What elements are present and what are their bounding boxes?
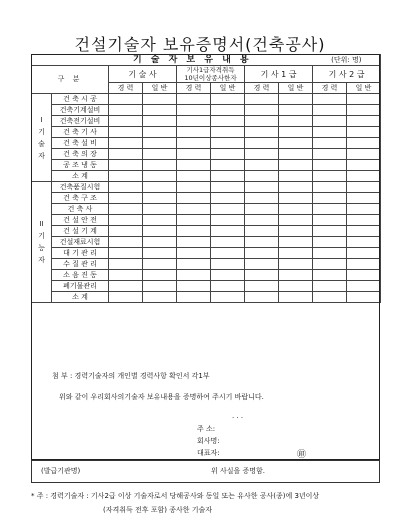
statement-text: 위와 같이 우리회사의기술자 보유내용을 증명하여 주시기 바랍니다.	[59, 393, 264, 401]
col-header-gisa1-10yr: 기사1급자격취득 10년이상종사한자	[177, 66, 245, 83]
row-label: 건 축 시 공	[52, 94, 109, 105]
issuer-box-right	[379, 460, 380, 482]
row-label: 소 음 진 동	[52, 270, 109, 281]
row-label: 대 기 관 리	[52, 248, 109, 259]
subcol-general: 일 반	[143, 83, 177, 94]
col-header-gisa1: 기 사 1 급	[245, 66, 313, 83]
technician-group-label: I 기 술 자	[32, 94, 52, 182]
subcol-career: 경 력	[245, 83, 279, 94]
row-label: 건축기계설비	[52, 105, 109, 116]
company-label: 회사명:	[197, 437, 220, 445]
footnote-line1: * 주 : 경력기술자 : 기사2급 이상 기술자로서 당해공사와 동일 또는 유사한 공사(종)에 3년이상	[31, 492, 320, 500]
document-title: 건설기술자 보유증명서(건축공사)	[74, 35, 326, 54]
row-label: 수 질 관 리	[52, 259, 109, 270]
issuer-box-bottom	[31, 482, 380, 483]
row-label: 건 축 구 조	[52, 193, 109, 204]
subcol-general: 일 반	[347, 83, 381, 94]
seal-mark: ㊞	[297, 450, 307, 460]
col-header-gisa2: 기 사 2 급	[313, 66, 381, 83]
row-label: 건 축 설 비	[52, 138, 109, 149]
row-label: 소 계	[52, 292, 109, 303]
row-label: 건축전기설비	[52, 116, 109, 127]
subcol-career: 경 력	[177, 83, 211, 94]
subcol-general: 일 반	[211, 83, 245, 94]
row-label: 건축품질시험	[52, 182, 109, 193]
subcol-general: 일 반	[279, 83, 313, 94]
row-label: 폐기물관리	[52, 281, 109, 292]
issuer-box-left	[31, 460, 32, 482]
row-label: 건 설 안 전	[52, 215, 109, 226]
divider-line	[31, 460, 380, 461]
row-label: 건 축 기 사	[52, 127, 109, 138]
issuer-label: (발급기관명)	[41, 467, 81, 475]
address-label: 주 소:	[197, 425, 216, 433]
subcol-career: 경 력	[109, 83, 143, 94]
gubun-header: 구 분	[32, 66, 109, 94]
table-heading: 기 술 자 보 유 내 용	[32, 55, 313, 66]
row-label: 건설재료시험	[52, 237, 109, 248]
subcol-career: 경 력	[313, 83, 347, 94]
col-header-gisulsa: 기 술 사	[109, 66, 177, 83]
footnote-line2: (자격취득 전후 포함) 종사한 기술자	[103, 506, 213, 514]
date-marks: . . .	[232, 412, 244, 420]
representative-label: 대표자:	[197, 449, 220, 457]
row-label: 건 축 사	[52, 204, 109, 215]
row-label: 건 설 기 계	[52, 226, 109, 237]
row-label: 공 조 냉 동	[52, 160, 109, 171]
unit-label: (단위: 명)	[313, 55, 381, 66]
attachment-note: 첨 부 : 경력기술자의 개인별 경력사항 확인서 각1부	[52, 372, 210, 380]
skilled-worker-group-label: II 기 능 자	[32, 182, 52, 303]
row-label: 건 축 의 장	[52, 149, 109, 160]
certify-text: 위 사실을 증명함.	[211, 467, 266, 475]
row-label: 소 계	[52, 171, 109, 182]
